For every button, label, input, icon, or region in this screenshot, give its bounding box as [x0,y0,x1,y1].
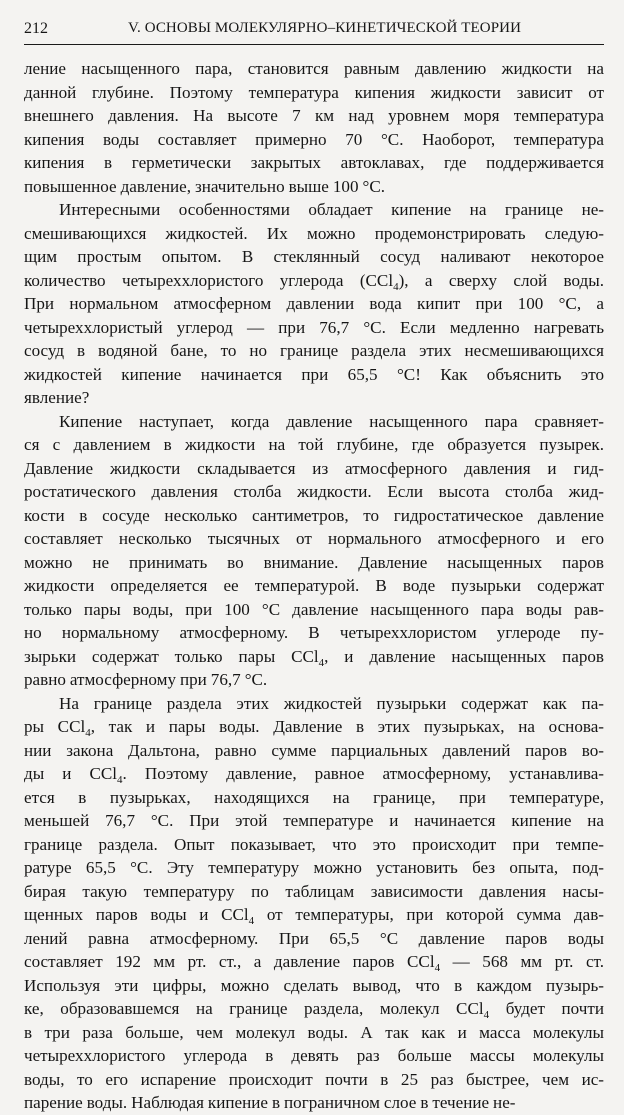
subscript: 4 [393,280,399,293]
line-text: данной глубине. Поэтому температура кипения жидкости зависит от [24,82,604,102]
text-line [24,880,604,904]
text-line [24,551,604,575]
line-text: смешивающихся жидкостей. Их можно продемонстрировать следую- [24,223,604,243]
line-text: явление? [24,388,90,407]
text-line [24,833,604,857]
line-text: четыреххлористого углерода в девять раз больше массы молекулы [24,1046,604,1065]
page-header [24,17,604,43]
text-line [24,692,604,716]
line-text: щенных паров воды и CCl [24,905,249,924]
line-text: ке, образовавшемся на границе раздела, молекул CCl [24,999,484,1018]
line-text: кипения в герметически закрытых автоклавах, где поддерживается [24,153,604,172]
line-text-tail: , так и пары воды. Давление в этих пузырьках, на основа- [90,717,605,736]
paragraph [24,198,604,410]
text-line [24,339,604,363]
line-text: нии закона Дальтона, равно сумме парциальных давлений паров во- [24,740,604,760]
line-text: На границе раздела этих жидкостей пузырьки содержат как па- [59,693,604,713]
subscript: 4 [117,774,123,786]
subscript: 4 [434,962,441,974]
text-line [24,410,604,434]
line-text: равно атмосферному при 76,7 °C. [24,670,268,689]
text-line [24,739,604,763]
line-text: четыреххлористый углерод — при 76,7 °C. Если медленно нагревать [24,317,604,337]
text-line [24,1068,604,1092]
text-line [24,974,604,998]
line-text-tail: от температуры, при которой сумма дав- [254,905,604,924]
text-line [24,363,604,387]
text-line [24,786,604,810]
page-number: 212 [24,20,48,37]
line-text: жидкости определяется ее температурой. В воде пузырьки содержат [24,576,604,595]
text-line [24,1091,604,1115]
text-line [24,903,604,927]
line-text: можно не принимать во внимание. Давление насыщенных паров [24,552,604,572]
line-text: ды и CCl [24,764,118,783]
line-text-tail: — 568 мм рт. ст. [440,952,604,971]
line-text: ратуре 65,5 °C. Эту температуру можно установить без опыта, под- [24,858,604,877]
line-text: только пары воды, при 100 °C давление насыщенного пара воды рав- [24,599,604,619]
subscript: 4 [85,727,91,739]
text-line [24,316,604,340]
text-line [24,245,604,269]
text-line [24,715,604,739]
line-text: воды, то его испарение происходит почти в 25 раз быстрее, чем ис- [24,1069,604,1089]
line-text-tail: ), а сверху слой воды. [398,270,605,290]
text-line [24,269,604,293]
text-line [24,457,604,481]
line-text: меньшей 76,7 °C. При этой температуре и начинается кипение на [24,811,604,830]
line-text: кипения воды составляет примерно 70 °C. Наоборот, температура [24,129,604,149]
line-text: жидкостей кипение начинается при 65,5 °C! Как объяснить это [24,364,604,384]
text-line [24,433,604,457]
line-text-tail: будет почти [489,999,605,1018]
text-line [24,292,604,316]
line-text: ление насыщенного пара, становится равным давлению жидкости на [24,59,604,78]
text-line [24,1044,604,1068]
line-text: в три раза больше, чем молекул воды. А так как и масса молекулы [24,1022,604,1042]
line-text: границе раздела. Опыт показывает, что это происходит при темпе- [24,834,604,854]
text-line [24,856,604,880]
line-text: повышенное давление, значительно выше 100 °C. [24,176,385,196]
subscript: 4 [318,656,325,669]
paragraph [24,410,604,692]
line-text: но нормальному атмосферному. В четыреххлористом углероде пу- [24,623,604,642]
text-line [24,668,604,692]
text-line [24,621,604,645]
text-line [24,151,604,175]
line-text: Интересными особенностями обладает кипение на границе не- [59,200,604,219]
line-text: бирая такую температуру по таблицам зависимости давления насы- [24,881,604,901]
line-text: зырьки содержат только пары CCl [24,646,319,666]
text-line [24,81,604,105]
line-text: количество четыреххлористого углерода (CCl [24,270,394,290]
header-rule [24,44,604,45]
text-line [24,104,604,128]
line-text: Используя эти цифры, можно сделать вывод, что в каждом пузырь- [24,975,604,995]
line-text: ростатического давления столба жидкости. Если высота столба жид- [24,482,604,501]
line-text-tail: , и давление насыщенных паров [324,646,604,666]
line-text: парение воды. Наблюдая кипение в пограничном слое в течение не- [24,1093,516,1112]
line-text-tail: . Поэтому давление, равное атмосферному, устанавлива- [122,764,604,783]
line-text: ры CCl [24,717,86,736]
line-text: щим простым опытом. В стеклянный сосуд наливают некоторое [24,247,604,266]
line-text: При нормальном атмосферном давлении вода кипит при 100 °C, а [24,294,604,313]
line-text: сосуд в водяной бане, то но границе раздела этих несмешивающихся [24,341,604,360]
text-line [24,386,604,410]
text-line [24,1021,604,1045]
text-line [24,57,604,81]
text-line [24,762,604,786]
paragraph [24,692,604,1115]
text-line [24,128,604,152]
subscript: 4 [248,915,255,927]
line-text: лений равна атмосферному. При 65,5 °C давление паров воды [24,928,604,948]
line-text: Давление жидкости складывается из атмосферного давления и гид- [24,458,604,478]
line-text: внешнего давления. На высоте 7 км над уровнем моря температура [24,106,604,125]
text-line [24,527,604,551]
line-text: Кипение наступает, когда давление насыщенного пара сравняет- [59,411,604,431]
text-line [24,645,604,669]
line-text: кости в сосуде несколько сантиметров, то гидростатическое давление [24,505,604,525]
body-text [24,57,604,1115]
line-text: ется в пузырьках, находящихся на границе, при температуре, [24,787,604,807]
text-line [24,809,604,833]
text-line [24,598,604,622]
text-line [24,950,604,974]
text-line [24,480,604,504]
text-line [24,927,604,951]
line-text: составляет несколько тысячных от нормального атмосферного и его [24,529,604,548]
text-line [24,175,604,199]
running-title: V. ОСНОВЫ МОЛЕКУЛЯРНО–КИНЕТИЧЕСКОЙ ТЕОРИИ [128,20,522,36]
text-line [24,222,604,246]
line-text: составляет 192 мм рт. ст., а давление паров CCl [24,952,435,971]
text-line [24,997,604,1021]
text-line [24,574,604,598]
text-line [24,504,604,528]
paragraph [24,57,604,198]
subscript: 4 [483,1009,490,1021]
line-text: ся с давлением в жидкости на той глубине, где образуется пузырек. [24,435,604,454]
text-line [24,198,604,222]
